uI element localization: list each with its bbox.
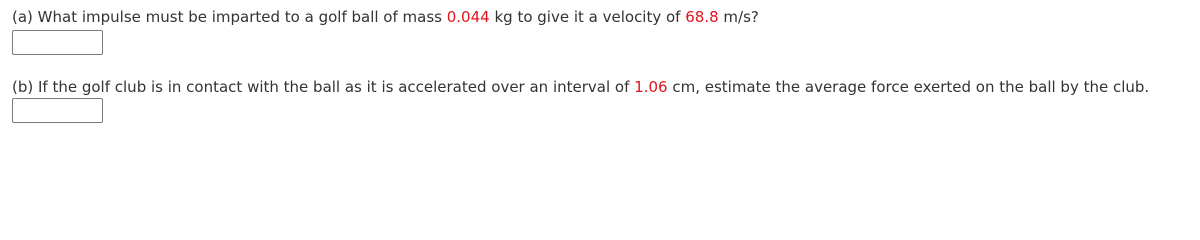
answer-input-part-a[interactable] (12, 30, 103, 55)
question-a-prefix: (a) What impulse must be imparted to a golf ball of mass (12, 8, 447, 26)
question-part-b (12, 77, 1149, 97)
question-part-a (12, 7, 759, 27)
distance-value: 1.06 (634, 78, 668, 96)
question-b-prefix: (b) If the golf club is in contact with the ball as it is accelerated over an interval of (12, 78, 635, 96)
question-b-suffix: cm, estimate the average force exerted on the ball by the club. (667, 78, 1150, 96)
answer-input-part-b[interactable] (12, 98, 103, 123)
mass-value: 0.044 (446, 8, 490, 26)
question-a-suffix: m/s? (718, 8, 759, 26)
velocity-value: 68.8 (685, 8, 719, 26)
question-a-middle: kg to give it a velocity of (489, 8, 686, 26)
